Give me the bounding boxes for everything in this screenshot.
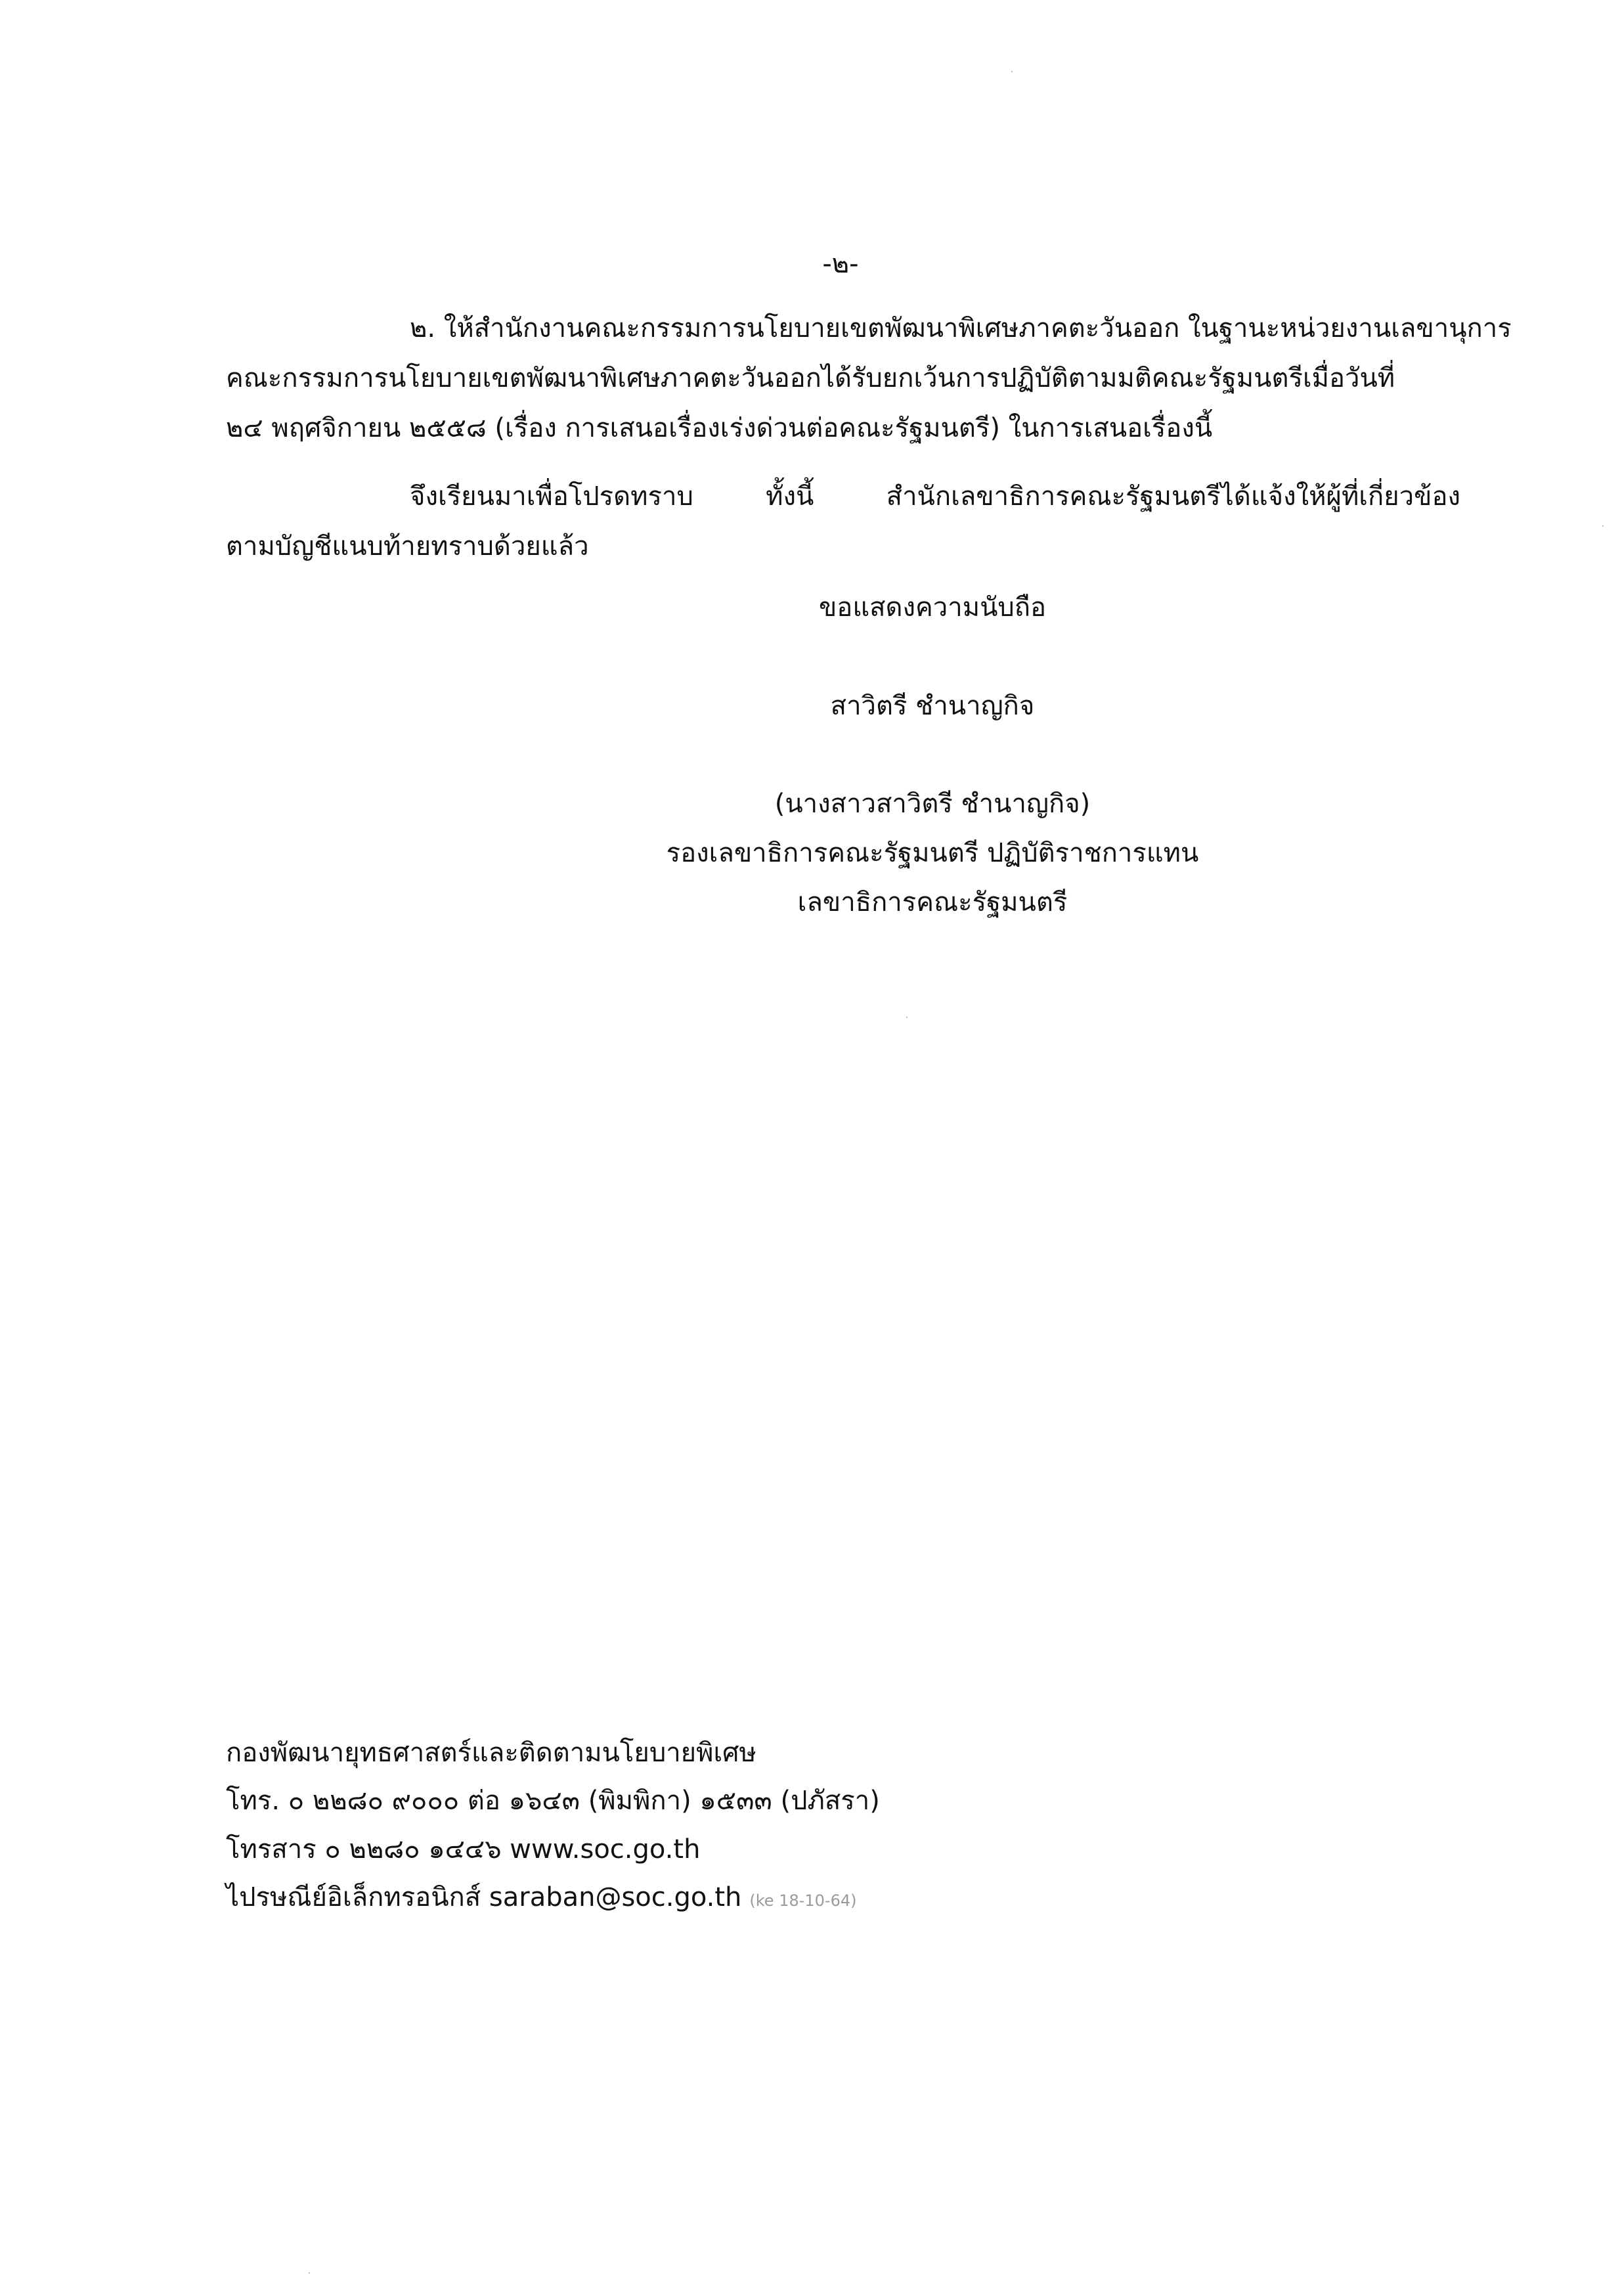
paragraph-line: ๒๔ พฤศจิกายน ๒๕๕๘ (เรื่อง การเสนอเรื่องเร่งด่วนต่อคณะรัฐมนตรี) ในการเสนอเรื่องนี้ [226,413,1213,443]
page-number: -๒- [822,249,859,279]
contact-fax: โทรสาร ๐ ๒๒๘๐ ๑๔๔๖ www.soc.go.th [226,1834,701,1865]
scan-speck [1011,71,1013,72]
signatory-full-name: (นางสาวสาวิตรี ชำนาญกิจ) [774,789,1091,819]
paragraph-line: ตามบัญชีแนบท้ายทราบด้วยแล้ว [226,531,589,562]
paragraph-item-2 [226,303,1512,453]
signature-name: สาวิตรี ชำนาญกิจ [830,691,1035,721]
contact-email: ไปรษณีย์อิเล็กทรอนิกส์ saraban@soc.go.th [226,1882,742,1912]
paragraph-notice [226,472,1460,571]
scan-speck [1602,525,1604,527]
scan-speck [309,2272,310,2274]
signatory-position-2: เลขาธิการคณะรัฐมนตรี [797,887,1068,917]
contact-email-line [226,1880,857,1918]
paragraph-line: จึงเรียนมาเพื่อโปรดทราบ ทั้งนี้ สำนักเลขาธิการคณะรัฐมนตรีได้แจ้งให้ผู้ที่เกี่ยวข้อง [410,481,1460,512]
contact-phone: โทร. ๐ ๒๒๘๐ ๙๐๐๐ ต่อ ๑๖๔๓ (พิมพิกา) ๑๕๓๓ (ปภัสรา) [226,1786,880,1816]
closing-salutation: ขอแสดงความนับถือ [818,592,1047,623]
signatory-position: รองเลขาธิการคณะรัฐมนตรี ปฏิบัติราชการแทน [666,838,1199,868]
contact-department: กองพัฒนายุทธศาสตร์และติดตามนโยบายพิเศษ [226,1738,756,1768]
paragraph-line: คณะกรรมการนโยบายเขตพัฒนาพิเศษภาคตะวันออกได้รับยกเว้นการปฏิบัติตามมติคณะรัฐมนตรีเมื่อวันที่ [226,363,1395,393]
scan-speck [906,1017,908,1018]
document-code: (ke 18-10-64) [749,1891,857,1910]
paragraph-line: ๒. ให้สำนักงานคณะกรรมการนโยบายเขตพัฒนาพิเศษภาคตะวันออก ในฐานะหน่วยงานเลขานุการ [410,313,1512,343]
